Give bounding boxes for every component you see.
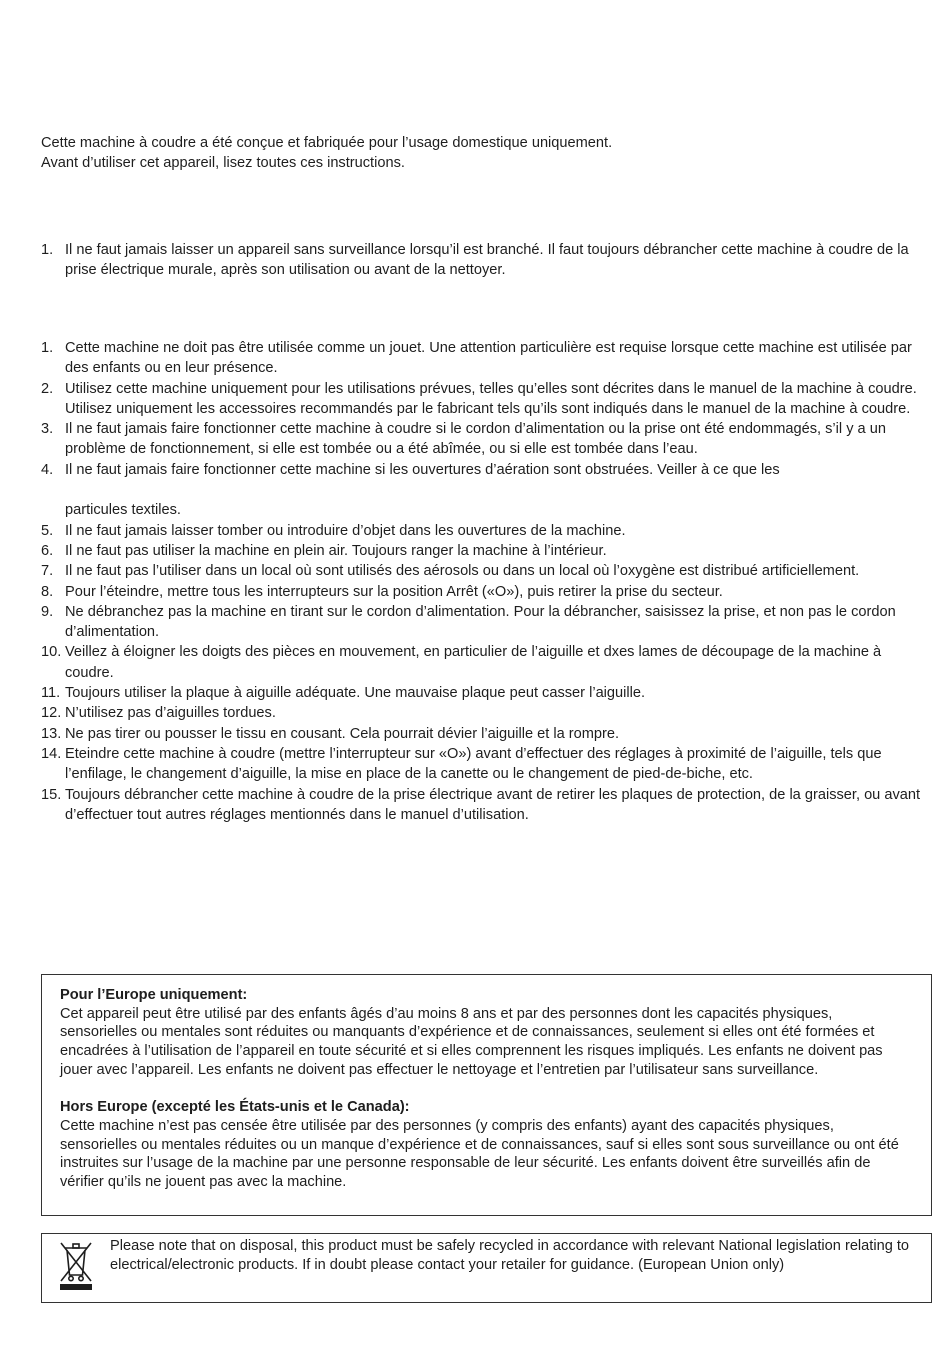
list-item-text: N’utilisez pas d’aiguilles tordues. [65, 705, 276, 722]
list-item-number: 1. [41, 242, 54, 258]
list-item-number: 6. [41, 542, 54, 559]
list-item [41, 541, 931, 561]
list-item-number: 13. [41, 725, 62, 742]
list-item [41, 521, 931, 541]
list-item [41, 379, 931, 420]
list-item [41, 785, 931, 826]
list-item-text: Pour l’éteindre, mettre tous les interrupteurs sur la position Arrêt («O»), puis retirer la prise du secteur. [65, 583, 723, 600]
list-item [41, 642, 931, 683]
list-item-text: Cette machine ne doit pas être utilisée comme un jouet. Une attention particulière est requise lorsque cette machine est utilisée par des enfants ou en leur présence. [65, 340, 912, 377]
list-item [41, 602, 931, 643]
intro-line-1: Cette machine à coudre a été conçue et fabriquée pour l’usage domestique uniquement. [41, 135, 613, 151]
list-item [41, 338, 931, 379]
list-item-number: 9. [41, 603, 54, 620]
list-item [41, 240, 931, 281]
weee-crossed-bin-icon [56, 1239, 96, 1291]
list-item-text: Eteindre cette machine à coudre (mettre l’interrupteur sur «O») avant d’effectuer des réglages à proximité de l’aiguille, tels que l’enfilage, le changement d’aiguille, la mise en place de la canette ou le changement de pied-de-biche, etc. [65, 745, 882, 783]
list-item-number: 10. [41, 644, 62, 661]
danger-list [41, 240, 931, 281]
list-item-text: Ne débranchez pas la machine en tirant sur le cordon d’alimentation. Pour la débrancher, saisissez la prise, et non pas le cordon d’alimentation. [65, 603, 896, 641]
list-item [41, 460, 931, 521]
list-item-text: Toujours utiliser la plaque à aiguille adéquate. Une mauvaise plaque peut casser l’aiguille. [65, 685, 646, 702]
list-item-text: Il ne faut pas l’utiliser dans un local où sont utilisés des aérosols ou dans un local où l’oxygène est distribué artificiellement. [65, 563, 860, 580]
list-item-number: 12. [41, 705, 62, 722]
list-item-text: Il ne faut jamais faire fonctionner cette machine si les ouvertures d’aération sont obstruées. Veiller à ce que les [65, 461, 780, 478]
list-item-text: Veillez à éloigner les doigts des pièces en mouvement, en particulier de l’aiguille et dxes lames de découpage de la machine à coudre. [65, 644, 882, 681]
list-item-number: 15. [41, 786, 62, 803]
list-item-text: Toujours débrancher cette machine à coudre de la prise électrique avant de retirer les plaques de protection, de la graisser, ou avant d’effectuer tout autres réglages mentionnés dans le manuel d’utilisation. [65, 786, 921, 823]
europe-notice-box [41, 974, 932, 1216]
list-item [41, 419, 931, 460]
europe-heading: Pour l’Europe uniquement: [60, 987, 248, 1003]
danger-section [41, 240, 931, 281]
outside-europe-heading: Hors Europe (excepté les États-unis et le Canada): [60, 1099, 410, 1116]
list-item-number: 7. [41, 563, 54, 580]
warning-section [41, 338, 931, 825]
list-item-number: 14. [41, 745, 62, 762]
list-item-number: 1. [41, 340, 54, 356]
list-item [41, 582, 931, 602]
intro-line-2: Avant d’utiliser cet appareil, lisez toutes ces instructions. [41, 155, 405, 172]
list-item-number: 2. [41, 380, 54, 397]
outside-europe-text: Cette machine n’est pas censée être utilisée par des personnes (y compris des enfants) ayant des capacités physiques, sensorielles ou mentales réduites ou un manque d’expérience et de connaissances, sauf si elles sont sous surveillance ou ont été instruites sur l’usage de la machine par une personne responsable de leur sécurité. Les enfants doivent être surveillés afin de vérifier qu’ils ne jouent pas avec la machine. [60, 1117, 899, 1191]
list-item [41, 703, 931, 723]
list-item [41, 744, 931, 785]
intro-paragraph [41, 133, 931, 174]
list-item-text: Il ne faut pas utiliser la machine en plein air. Toujours ranger la machine à l’intérieur. [65, 542, 607, 559]
list-item-text: Utilisez cette machine uniquement pour les utilisations prévues, telles qu’elles sont décrites dans le manuel de la machine à coudre. [65, 380, 917, 397]
europe-text: Cet appareil peut être utilisé par des enfants âgés d’au moins 8 ans et par des personnes dont les capacités physiques, sensorielles ou mentales sont réduites ou manquants d’expérience et de connaissances, seulement si elles ont été formées et encadrées à l’utilisation de l’appareil en toute sécurité et si elles comprennent les risques impliqués. Les enfants ne doivent pas jouer avec l’appareil. Les enfants ne doivent pas effectuer le nettoyage et l’entretien par l’utilisateur sans surveillance. [60, 1005, 883, 1078]
list-item-text: Ne pas tirer ou pousser le tissu en cousant. Cela pourrait dévier l’aiguille et la rompre. [65, 725, 620, 742]
list-item [41, 561, 931, 581]
disposal-text: Please note that on disposal, this product must be safely recycled in accordance with relevant National legislation relating to electrical/electronic products. If in doubt please contact your retailer for guidance. (European Union only) [110, 1238, 910, 1273]
list-item-number: 5. [41, 522, 54, 539]
list-item-text: Il ne faut jamais laisser tomber ou introduire d’objet dans les ouvertures de la machine. [65, 522, 626, 539]
list-item [41, 724, 931, 744]
list-item-number: 3. [41, 421, 54, 438]
list-item-number: 8. [41, 583, 54, 600]
warning-list [41, 338, 931, 825]
list-item-text: Il ne faut jamais faire fonctionner cette machine à coudre si le cordon d’alimentation ou la prise ont été endommagés, s’il y a un problème de fonctionnement, si elle est tombée ou a été abîmée, ou si elle est tombée dans l’eau. [65, 421, 886, 458]
list-item [41, 683, 931, 703]
list-item-continuation: Utilisez uniquement les accessoires recommandés par le fabricant tels qu’ils sont indiqués dans le manuel de la machine à coudre. [65, 400, 911, 417]
disposal-notice-box [41, 1233, 932, 1303]
list-item-number: 11. [41, 685, 61, 702]
list-item-continuation: particules textiles. [65, 502, 181, 519]
list-item-number: 4. [41, 461, 54, 478]
list-item-text: Il ne faut jamais laisser un appareil sans surveillance lorsqu’il est branché. Il faut toujours débrancher cette machine à coudre de la prise électrique murale, après son utilisation ou avant de la nettoyer. [65, 242, 909, 279]
